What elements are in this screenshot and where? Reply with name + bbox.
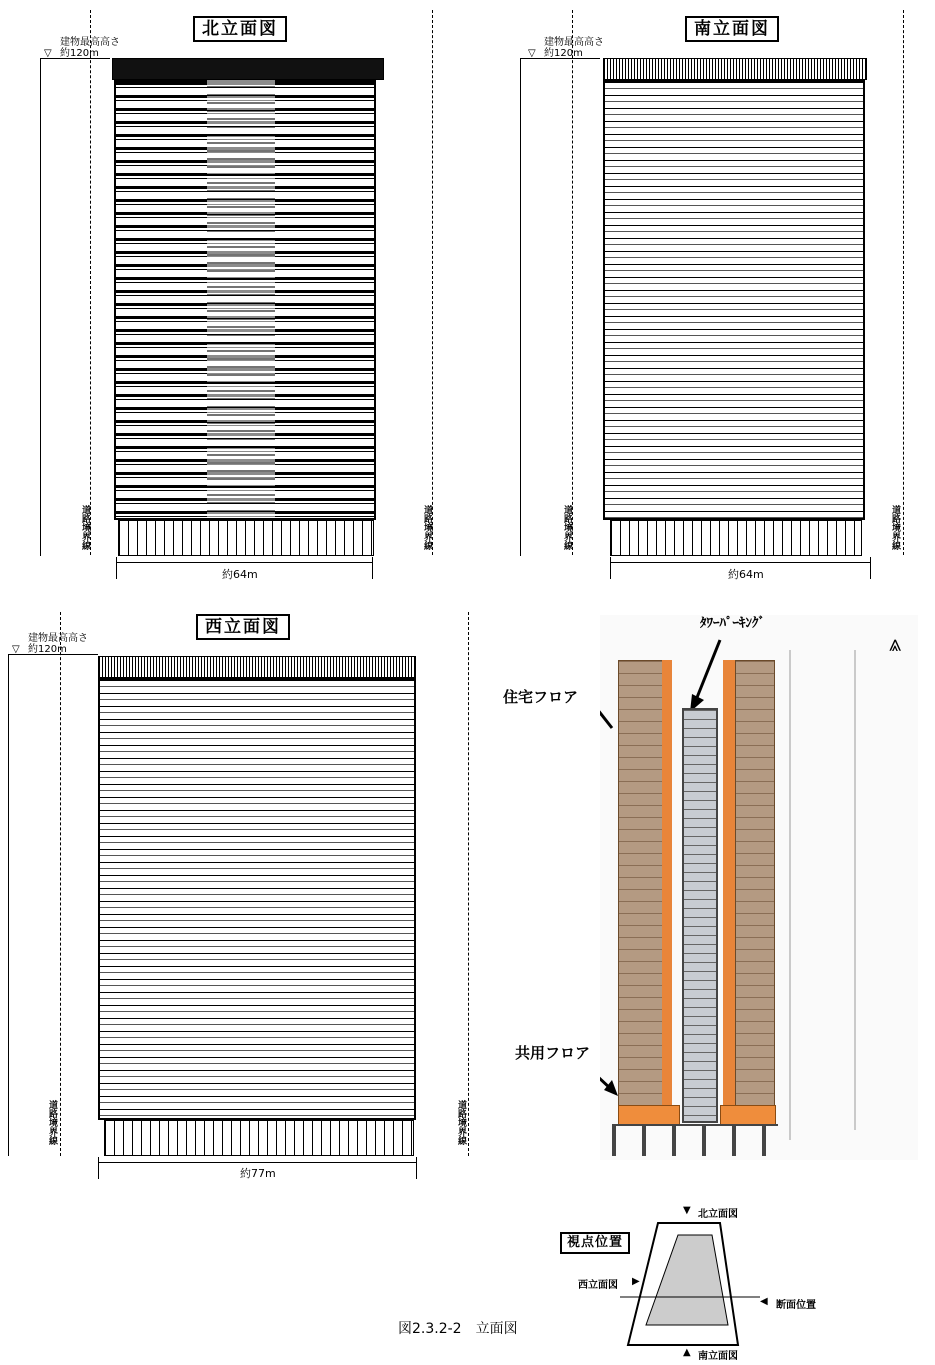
- west-boundary-right-label: 道路境界線: [456, 1100, 466, 1145]
- viewpoint-section-label: 断面位置: [776, 1300, 816, 1311]
- west-height-label: 建物最高高さ: [28, 633, 88, 644]
- south-width-line: [610, 562, 870, 563]
- west-width-line: [98, 1162, 416, 1163]
- north-height-dim: [40, 58, 41, 556]
- north-elevation-title: 北立面図: [193, 16, 287, 42]
- west-height-dim: [8, 654, 9, 1156]
- figure-caption: 図2.3.2-2 立面図: [398, 1321, 518, 1337]
- west-roof: [98, 656, 416, 678]
- north-width-tick-left: [116, 557, 117, 579]
- north-height-line: [40, 58, 110, 59]
- section-left-orange: [662, 660, 672, 1110]
- south-width-label: 約64m: [728, 568, 764, 581]
- viewpoint-title: 視点位置: [560, 1232, 630, 1254]
- west-width-tick-left: [98, 1157, 99, 1179]
- south-height-value: 約120m: [544, 48, 583, 59]
- section-right-base: [720, 1105, 776, 1125]
- west-height-line: [8, 654, 98, 655]
- viewpoint-north-arrow-icon: ▼: [683, 1205, 691, 1216]
- north-arrow-icon: ⩓: [888, 632, 902, 657]
- south-height-label: 建物最高高さ: [544, 37, 604, 48]
- west-facade: [98, 678, 416, 1120]
- south-height-marker-icon: ▽: [528, 48, 536, 59]
- north-base: [118, 520, 374, 556]
- north-boundary-right-line: [432, 10, 433, 555]
- west-elevation-title: 西立面図: [196, 614, 290, 640]
- common-floor-label: 共用フロア: [515, 1044, 591, 1062]
- viewpoint-south-arrow-icon: ▲: [683, 1347, 691, 1358]
- west-base: [104, 1120, 414, 1156]
- section-parking-core: [682, 708, 718, 1123]
- tower-parking-label: ﾀﾜｰﾊﾟｰｷﾝｸﾞ: [700, 616, 765, 631]
- west-boundary-right-line: [468, 612, 469, 1156]
- viewpoint-section-arrow-icon: ◀: [760, 1296, 768, 1307]
- west-height-marker-icon: ▽: [12, 644, 20, 655]
- north-boundary-left-line: [90, 10, 91, 555]
- south-boundary-left-line: [572, 10, 573, 555]
- west-height-value: 約120m: [28, 644, 67, 655]
- viewpoint-site-plan: [620, 1215, 760, 1350]
- north-center-core: [207, 80, 275, 520]
- north-height-label: 建物最高高さ: [60, 37, 120, 48]
- south-elevation-title: 南立面図: [685, 16, 779, 42]
- north-roof: [112, 58, 384, 80]
- south-width-tick-right: [870, 557, 871, 579]
- viewpoint-west-label: 西立面図: [578, 1280, 618, 1291]
- viewpoint-south-label: 南立面図: [698, 1351, 738, 1362]
- west-width-label: 約77m: [240, 1167, 276, 1180]
- north-height-value: 約120m: [60, 48, 99, 59]
- north-width-tick-right: [372, 557, 373, 579]
- south-boundary-right-line: [903, 10, 904, 555]
- south-boundary-left-label: 道路境界線: [562, 505, 572, 550]
- north-width-label: 約64m: [222, 568, 258, 581]
- section-left-base: [618, 1105, 680, 1125]
- section-right-orange: [723, 660, 735, 1110]
- north-height-marker-icon: ▽: [44, 48, 52, 59]
- residential-floor-label: 住宅フロア: [503, 688, 579, 706]
- west-boundary-left-line: [60, 612, 61, 1156]
- section-right-tower: [735, 660, 775, 1110]
- north-width-line: [116, 562, 372, 563]
- south-facade: [603, 80, 865, 520]
- south-boundary-right-label: 道路境界線: [890, 505, 900, 550]
- south-width-tick-left: [610, 557, 611, 579]
- north-boundary-right-label: 道路境界線: [422, 505, 432, 550]
- west-boundary-left-label: 道路境界線: [47, 1100, 57, 1145]
- viewpoint-north-label: 北立面図: [698, 1209, 738, 1220]
- section-foundation: [612, 1124, 778, 1156]
- south-roof: [603, 58, 867, 80]
- north-boundary-left-label: 道路境界線: [80, 505, 90, 550]
- viewpoint-west-arrow-icon: ▶: [632, 1276, 640, 1287]
- south-height-dim: [520, 58, 521, 556]
- south-base: [610, 520, 862, 556]
- south-height-line: [520, 58, 600, 59]
- west-width-tick-right: [416, 1157, 417, 1179]
